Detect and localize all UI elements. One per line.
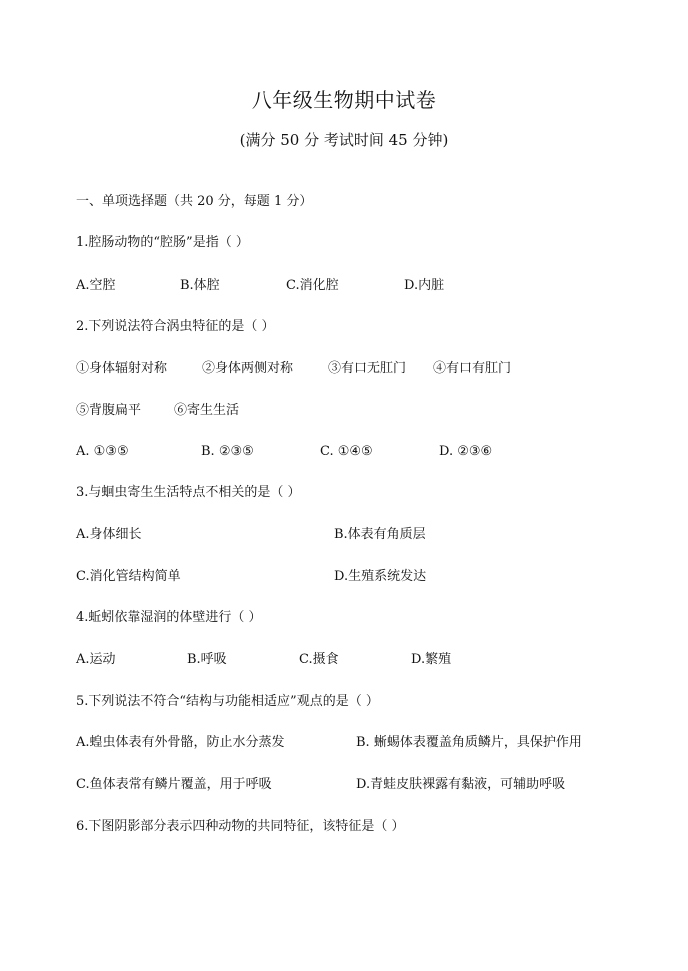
exam-subtitle: (满分 50 分 考试时间 45 分钟) <box>239 131 449 149</box>
question-2-statement-6: ⑥寄生生活 <box>174 403 240 418</box>
question-3-option-b: B.体表有角质层 <box>334 527 426 542</box>
question-5-option-c: C.鱼体表常有鳞片覆盖，用于呼吸 <box>76 777 272 792</box>
question-2-option-c: C. ①④⑤ <box>320 444 373 459</box>
question-4-option-a: A.运动 <box>76 652 116 667</box>
question-2-statement-3: ③有口无肛门 <box>328 361 407 376</box>
question-4-stem: 4.蚯蚓依靠湿润的体壁进行（ ） <box>76 610 262 625</box>
question-3-option-d: D.生殖系统发达 <box>334 569 427 584</box>
question-2-statement-5: ⑤背腹扁平 <box>76 403 142 418</box>
question-1-option-d: D.内脏 <box>404 278 445 293</box>
question-1-option-b: B.体腔 <box>180 278 220 293</box>
section-heading: 一、单项选择题（共 20 分，每题 1 分） <box>76 194 313 209</box>
question-1-option-c: C.消化腔 <box>286 278 339 293</box>
question-1-option-a: A.空腔 <box>76 278 116 293</box>
question-3-stem: 3.与蛔虫寄生生活特点不相关的是（ ） <box>76 485 301 500</box>
question-2-option-a: A. ①③⑤ <box>76 444 129 459</box>
question-4-option-d: D.繁殖 <box>411 652 452 667</box>
exam-title: 八年级生物期中试卷 <box>251 88 437 112</box>
question-2-statement-1: ①身体辐射对称 <box>76 361 168 376</box>
question-5-stem: 5.下列说法不符合“结构与功能相适应”观点的是（ ） <box>76 694 379 709</box>
question-2-option-d: D. ②③⑥ <box>439 444 493 459</box>
question-2-option-b: B. ②③⑤ <box>201 444 254 459</box>
question-2-statement-4: ④有口有肛门 <box>433 361 512 376</box>
question-1-stem: 1.腔肠动物的“腔肠”是指（ ） <box>76 235 249 250</box>
question-5-option-a: A.蝗虫体表有外骨骼，防止水分蒸发 <box>76 735 285 750</box>
question-6-stem: 6.下图阴影部分表示四种动物的共同特征，该特征是（ ） <box>76 819 405 834</box>
question-2-stem: 2.下列说法符合涡虫特征的是（ ） <box>76 319 275 334</box>
question-3-option-c: C.消化管结构简单 <box>76 569 181 584</box>
question-3-option-a: A.身体细长 <box>76 527 142 542</box>
question-4-option-c: C.摄食 <box>299 652 339 667</box>
question-5-option-b: B. 蜥蜴体表覆盖角质鳞片，具保护作用 <box>356 735 582 750</box>
question-4-option-b: B.呼吸 <box>187 652 227 667</box>
question-2-statement-2: ②身体两侧对称 <box>202 361 294 376</box>
question-5-option-d: D.青蛙皮肤裸露有黏液，可辅助呼吸 <box>356 777 566 792</box>
